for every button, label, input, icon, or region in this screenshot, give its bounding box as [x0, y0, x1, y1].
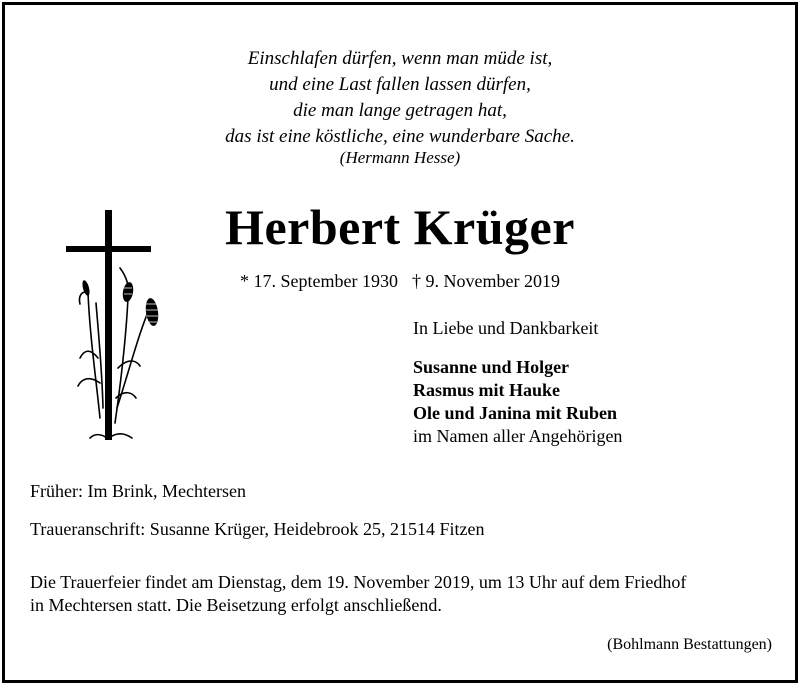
former-residence: Früher: Im Brink, Mechtersen: [30, 481, 246, 501]
mourner-name: Susanne und Holger: [413, 357, 570, 377]
birth-date: * 17. September 1930: [240, 271, 398, 291]
deceased-name: Herbert Krüger: [225, 199, 575, 255]
mourner-name: Ole und Janina mit Ruben: [413, 403, 618, 423]
life-dates: [240, 271, 560, 292]
poem-line: und eine Last fallen lassen dürfen,: [269, 74, 531, 95]
ceremony-line: Die Trauerfeier findet am Dienstag, dem 19. November 2019, um 13 Uhr auf dem Friedhof: [30, 572, 687, 592]
undertaker-name: (Bohlmann Bestattungen): [607, 636, 772, 653]
poem-line: die man lange getragen hat,: [293, 100, 507, 121]
mourning-address: Traueranschrift: Susanne Krüger, Heidebrook 25, 21514 Fitzen: [30, 519, 485, 539]
poem: [0, 46, 800, 150]
mourners-list: [413, 356, 622, 448]
poem-line: Einschlafen dürfen, wenn man müde ist,: [247, 48, 553, 69]
poem-line: das ist eine köstliche, eine wunderbare Sache.: [225, 126, 575, 147]
ceremony-notice: [30, 571, 780, 617]
ceremony-line: in Mechtersen statt. Die Beisetzung erfolgt anschließend.: [30, 595, 442, 615]
poem-author: (Hermann Hesse): [339, 148, 461, 167]
mourners-intro: In Liebe und Dankbarkeit: [413, 318, 599, 338]
death-date: † 9. November 2019: [411, 271, 560, 291]
mourner-name: Rasmus mit Hauke: [413, 380, 561, 400]
mourners-closing: im Namen aller Angehörigen: [413, 426, 623, 446]
